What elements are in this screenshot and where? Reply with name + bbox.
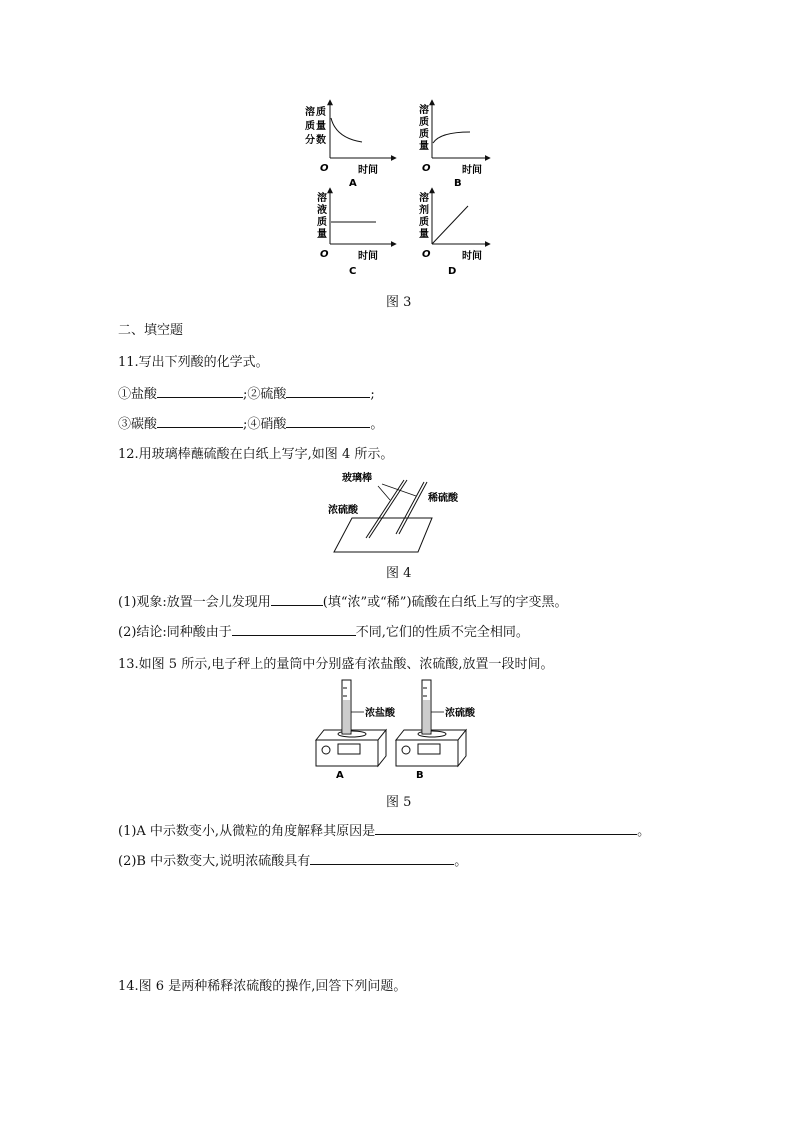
q12-part-1 (118, 593, 568, 612)
fig5-b-label: B (416, 770, 424, 781)
q12-part-1-before: (1)观象:放置一会儿发现用 (118, 595, 271, 610)
graph-d-xlabel: 时间 (462, 251, 482, 262)
q12-part-2-before: (2)结论:同种酸由于 (118, 625, 232, 640)
graph-d (419, 188, 490, 277)
q13-part-2 (118, 852, 467, 871)
graph-a-curve (331, 118, 362, 142)
section-title: 二、填空题 (118, 323, 184, 338)
graph-d-ylabel-3: 质 (419, 217, 429, 228)
q12-blank-1[interactable] (271, 593, 323, 606)
graph-c-ylabel-4: 量 (317, 229, 327, 240)
q11-item-1: ①盐酸 (118, 387, 158, 402)
figure-3 (290, 98, 510, 283)
graph-b-ylabel-1: 溶 (419, 105, 429, 116)
graph-a-ylabel-4: 量 (316, 121, 326, 132)
graph-a-xlabel: 时间 (358, 165, 378, 176)
graph-a-ylabel-5: 分 (305, 135, 315, 146)
figure-4 (320, 468, 480, 558)
graph-a-ylabel-3: 质 (305, 121, 315, 132)
graph-c-ylabel-1: 溶 (317, 193, 327, 204)
q13-blank-1[interactable] (375, 822, 637, 835)
graph-c-letter: C (349, 266, 357, 277)
paper-sheet (334, 518, 432, 552)
q13-part-2-before: (2)B 中示数变大,说明浓硫酸具有 (118, 854, 311, 869)
q12-part-2-after: 不同,它们的性质不完全相同。 (355, 625, 529, 640)
graph-d-ylabel-1: 溶 (419, 193, 429, 204)
graph-b-origin: O (422, 163, 431, 174)
q11-sep-2: ;④硝酸 (243, 417, 287, 432)
q11-blank-1[interactable] (157, 385, 243, 398)
q14-stem: 14.图 6 是两种稀释浓硫酸的操作,回答下列问题。 (118, 979, 407, 994)
q13-part-2-after: 。 (454, 854, 468, 869)
q13-blank-2[interactable] (310, 852, 454, 865)
fig4-conc-label: 浓硫酸 (328, 505, 358, 516)
q11-stem: 11.写出下列酸的化学式。 (118, 355, 269, 370)
graph-a-ylabel-1: 溶 (305, 107, 315, 118)
fig5-h2so4-label: 浓硫酸 (445, 708, 475, 719)
fig4-dilute-label: 稀硫酸 (428, 493, 458, 504)
fig5-caption: 图 5 (386, 795, 412, 810)
graph-d-letter: D (448, 266, 457, 277)
q11-row-2 (118, 415, 383, 434)
graph-a-ylabel-2: 质 (316, 107, 326, 118)
scale-b (396, 680, 476, 781)
q13-part-1-before: (1)A 中示数变小,从微粒的角度解释其原因是 (118, 824, 376, 839)
graph-d-ylabel-2: 剂 (419, 205, 429, 216)
q11-blank-4[interactable] (286, 415, 370, 428)
q11-end-1: ; (370, 387, 375, 402)
graph-a-origin: O (320, 163, 329, 174)
fig4-rod-label: 玻璃棒 (342, 473, 372, 484)
graph-c-ylabel-3: 质 (317, 217, 327, 228)
graph-a-ylabel-6: 数 (316, 135, 326, 146)
q11-blank-2[interactable] (286, 385, 370, 398)
graph-b-xlabel: 时间 (462, 165, 482, 176)
fig3-caption: 图 3 (386, 295, 412, 310)
q12-stem: 12.用玻璃棒蘸硫酸在白纸上写字,如图 4 所示。 (118, 447, 394, 462)
q11-item-3: ③碳酸 (118, 417, 158, 432)
fig4-caption: 图 4 (386, 566, 412, 581)
figure-5 (310, 678, 500, 783)
graph-a (305, 100, 396, 189)
graph-b-ylabel-4: 量 (419, 141, 429, 152)
graph-d-line (432, 206, 468, 244)
q11-sep-1: ;②硫酸 (243, 387, 287, 402)
graph-b-letter: B (454, 178, 462, 189)
fig5-hcl-label: 浓盐酸 (365, 708, 395, 719)
graph-b-curve (433, 132, 470, 143)
scale-a (316, 680, 396, 781)
graph-d-ylabel-4: 量 (419, 229, 429, 240)
graph-b (419, 100, 490, 189)
q11-row-1 (118, 385, 375, 404)
graph-a-letter: A (349, 178, 357, 189)
graph-c-xlabel: 时间 (358, 251, 378, 262)
graph-b-ylabel-3: 质 (419, 129, 429, 140)
q12-part-1-after: (填“浓”或“稀”)硫酸在白纸上写的字变黑。 (322, 595, 568, 610)
fig5-a-label: A (336, 770, 344, 781)
graph-d-origin: O (422, 249, 431, 260)
graph-c-origin: O (320, 249, 329, 260)
q12-blank-2[interactable] (232, 623, 356, 636)
q11-end-2: 。 (370, 417, 384, 432)
q12-part-2 (118, 623, 529, 642)
q13-stem: 13.如图 5 所示,电子秤上的量筒中分别盛有浓盐酸、浓硫酸,放置一段时间。 (118, 657, 554, 672)
q13-part-1-after: 。 (637, 824, 651, 839)
graph-c (317, 188, 396, 277)
graph-c-ylabel-2: 液 (317, 205, 327, 216)
q13-part-1 (118, 822, 650, 841)
q11-blank-3[interactable] (157, 415, 243, 428)
graph-b-ylabel-2: 质 (419, 117, 429, 128)
